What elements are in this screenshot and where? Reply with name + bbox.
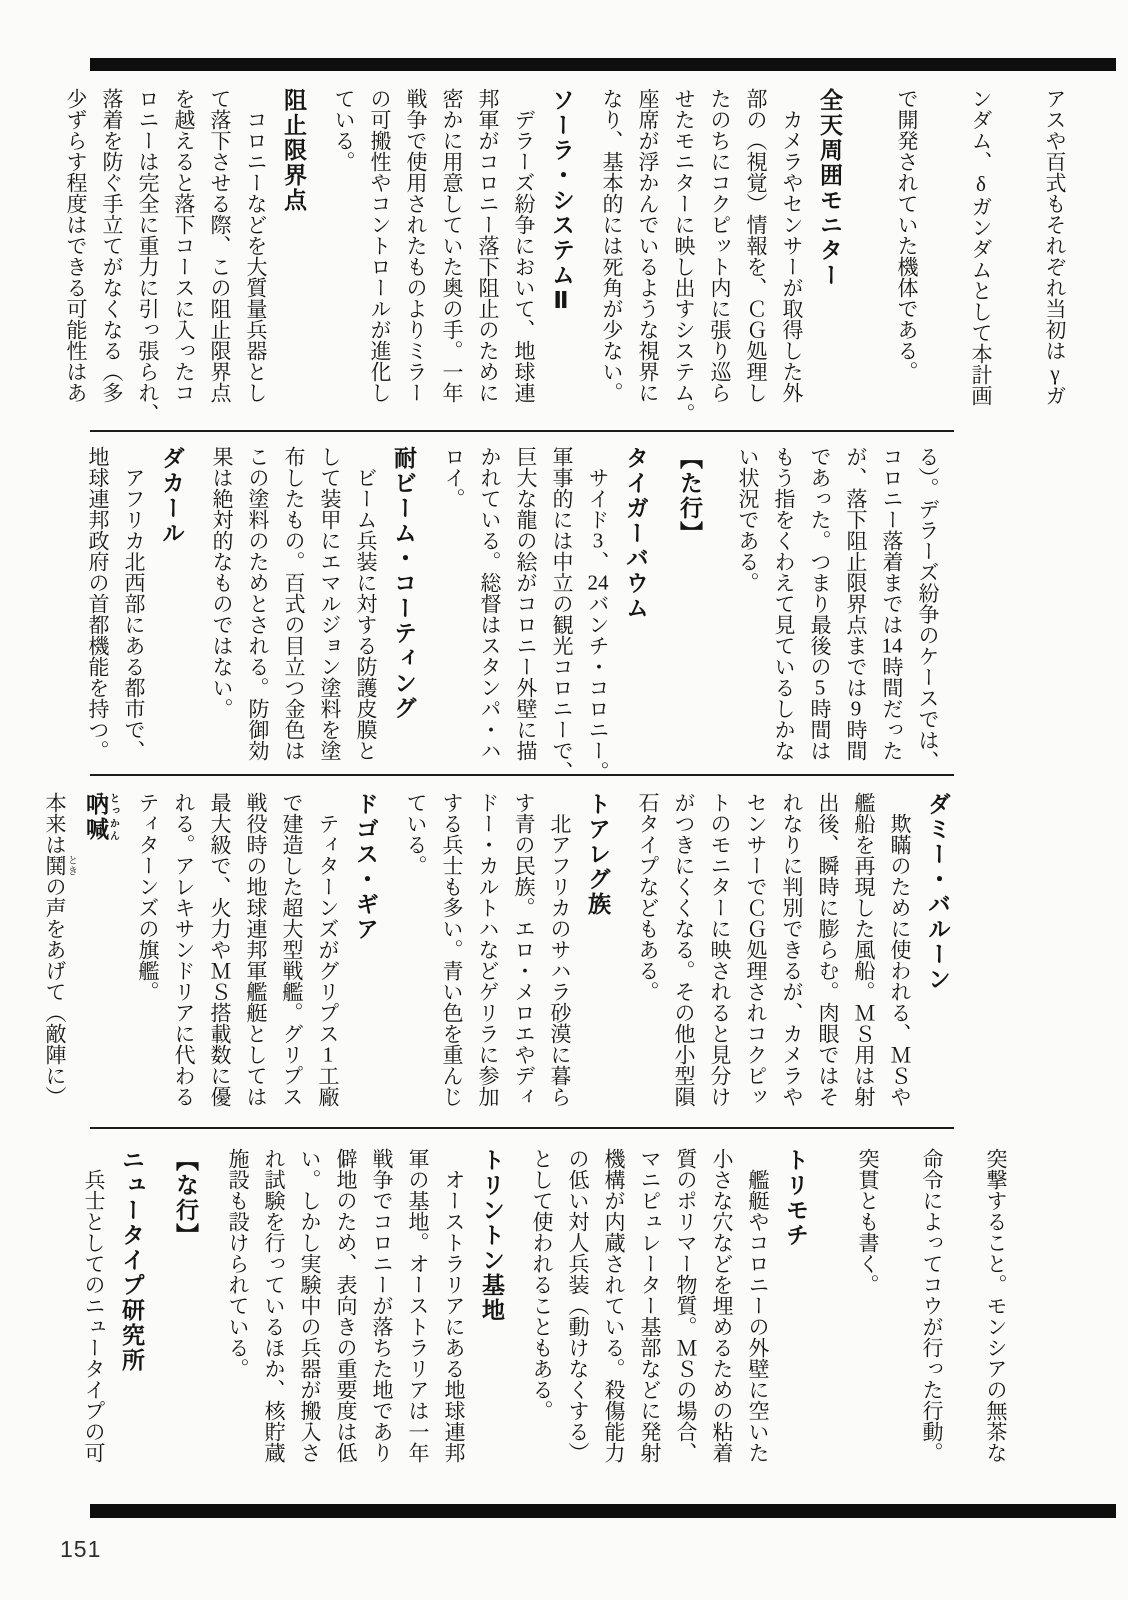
- glossary-entry: [630, 792, 958, 1126]
- text-column: 欺瞞のために使われる、ＭＳや: [888, 792, 912, 1107]
- section-header: 【な行】: [173, 1148, 199, 1248]
- text-column: 最大級で、火力やＭＳ搭載数に優: [208, 792, 232, 1107]
- text-column: がつきにくくなる。その他小型隕: [672, 792, 696, 1107]
- glossary-entry: [524, 1148, 816, 1500]
- glossary-entry: [220, 1148, 512, 1500]
- text-column: 小さな穴などを埋めるための粘着: [710, 1148, 734, 1463]
- glossary-entry: [130, 792, 386, 1126]
- text-column: 部の（視覚）情報を、ＣＧ処理し: [744, 88, 768, 403]
- text-column: たのちにコクピット内に張り巡ら: [708, 88, 732, 403]
- text-column: デラーズ紛争において、地球連: [512, 88, 536, 403]
- glossary-entry: [398, 792, 618, 1126]
- text-column: ている。: [404, 792, 428, 876]
- entry-heading: ダミー・バルーン: [925, 792, 951, 992]
- text-column: ロイ。: [442, 446, 466, 509]
- glossary-entry: [594, 88, 850, 432]
- text-column: れる。アレキサンドリアに代わる: [172, 792, 196, 1107]
- text-column: ドー・カルトハなどゲリラに参加: [476, 792, 500, 1107]
- entry-heading: ソーラ・システムⅡ: [549, 88, 575, 316]
- entry-heading: トリントン基地: [479, 1148, 505, 1323]
- text-column: せたモニターに映し出すシステム。: [672, 88, 696, 424]
- continuation-text: [870, 88, 1092, 432]
- text-column: であった。つまり最後の5時間は: [808, 446, 832, 761]
- glossary-band-2: [68, 446, 948, 782]
- text-column: ティターンズの旗艦。: [136, 792, 160, 1002]
- text-column: の可搬性やコントロールが進化し: [368, 88, 392, 403]
- text-column: なり、基本的には死角が少ない。: [600, 88, 624, 403]
- text-column: で建造した超大型戦艦。グリプス: [280, 792, 304, 1107]
- text-column: の低い対人兵装（動けなくする）: [566, 1148, 590, 1463]
- text-column: て落下させる際、この阻止限界点: [208, 88, 232, 403]
- text-column: れなりに判別できるが、カメラや: [780, 792, 804, 1107]
- text-column: 邦軍がコロニー落下阻止のために: [476, 88, 500, 403]
- text-column: 出後、瞬時に膨らむ。肉眼ではそ: [816, 792, 840, 1107]
- glossary-entry: [436, 446, 656, 782]
- text-column: 質のポリマー物質。ＭＳの場合、: [674, 1148, 698, 1463]
- glossary-band-3: [25, 792, 958, 1126]
- text-column: コロニーなどを大質量兵器とし: [244, 88, 268, 403]
- text-column: 施設も設けられている。: [226, 1148, 250, 1379]
- text-column: して装甲にエマルジョン塗料を塗: [318, 446, 342, 761]
- entry-heading: トアレグ族: [585, 792, 611, 917]
- text-column: 軍事的には中立の観光コロニーで、: [550, 446, 574, 782]
- text-column: する兵士も多い。青い色を重んじ: [440, 792, 464, 1107]
- glossary-entry: [58, 88, 314, 432]
- entry-heading: 阻止限界点: [281, 88, 307, 213]
- top-rule: [90, 58, 1116, 71]
- text-column: かれている。総督はスタンパ・ハ: [478, 446, 502, 761]
- text-column: い状況である。: [736, 446, 760, 593]
- glossary-band-1: [46, 88, 1094, 432]
- entry-heading: ニュータイプ研究所: [119, 1148, 145, 1373]
- continuation-text: [836, 1148, 1028, 1500]
- text-column: 機構が内蔵されている。殺傷能力: [602, 1148, 626, 1463]
- text-column: が、落下阻止限界点までは9時間: [844, 446, 868, 761]
- glossary-entry: [80, 446, 192, 776]
- entry-heading: トリモチ: [783, 1148, 809, 1248]
- glossary-band-4: [64, 1148, 1030, 1500]
- text-column: る）。デラーズ紛争のケースでは、: [916, 446, 940, 772]
- text-column: 命令によってコウが行った行動。: [920, 1148, 944, 1463]
- page-number: 151: [60, 1536, 102, 1562]
- glossary-entry: [326, 88, 582, 432]
- bottom-rule: [90, 1504, 1116, 1518]
- text-column: 密かに用意していた奥の手。一年: [440, 88, 464, 403]
- text-column: 突貫とも書く。: [856, 1148, 880, 1295]
- text-column: 艦船を再現した風船。ＭＳ用は射: [852, 792, 876, 1107]
- text-column: センサーでＣＧ処理されコクピッ: [744, 792, 768, 1107]
- text-column: トのモニターに映されると見分け: [708, 792, 732, 1107]
- text-column: 北アフリカのサハラ砂漠に暮ら: [548, 792, 572, 1107]
- text-column: この塗料のためとされる。防御効: [246, 446, 270, 761]
- entry-heading: ダカール: [159, 446, 185, 546]
- text-column: 戦役時の地球連邦軍艦艇としては: [244, 792, 268, 1107]
- entry-heading: 耐ビーム・コーティング: [391, 446, 417, 721]
- text-column: 軍の基地。オーストラリアは一年: [406, 1148, 430, 1463]
- text-column: 突撃すること。モンシアの無茶な: [984, 1148, 1008, 1463]
- section-header: 【た行】: [677, 446, 703, 546]
- text-column: ロニーは完全に重力に引っ張られ、: [136, 88, 160, 424]
- text-column: ている。: [332, 88, 356, 172]
- text-column: 少ずらす程度はできる可能性はあ: [64, 88, 88, 403]
- text-column: 戦争で使用されたものよりミラー: [404, 88, 428, 403]
- text-column: アフリカ北西部にある都市で、: [122, 446, 146, 761]
- entry-heading: タイガーバウム: [623, 446, 649, 621]
- text-column: 座席が浮かんでいるような視界に: [636, 88, 660, 403]
- text-column: を越えると落下コースに入ったコ: [172, 88, 196, 403]
- text-column: 兵士としてのニュータイプの可: [82, 1148, 106, 1463]
- text-column: 果は絶対的なものではない。: [210, 446, 234, 719]
- text-column: ンダム、δガンダムとして本計画: [969, 88, 993, 406]
- text-column: 本来は鬨ときの声をあげて（敵陣に）: [43, 792, 77, 1107]
- text-column: 布したもの。百式の目立つ金色は: [282, 446, 306, 761]
- text-column: もう指をくわえて見ているしかな: [772, 446, 796, 761]
- text-column: カメラやセンサーが取得した外: [780, 88, 804, 403]
- text-column: い。しかし実験中の兵器が搬入さ: [298, 1148, 322, 1463]
- entry-heading: 全天周囲モニター: [817, 88, 843, 288]
- text-column: れ試験を行っているほか、核貯蔵: [262, 1148, 286, 1463]
- text-column: で開発されていた機体である。: [895, 88, 919, 382]
- text-column: 戦争でコロニーが落ちた地であり: [370, 1148, 394, 1463]
- text-column: 巨大な龍の絵がコロニー外壁に描: [514, 446, 538, 761]
- band-divider: [90, 1127, 954, 1129]
- entry-heading: ドゴス・ギア: [353, 792, 379, 942]
- text-column: サイド3、24バンチ・コロニー。: [586, 446, 610, 782]
- text-column: 僻地のため、表向きの重要度は低: [334, 1148, 358, 1463]
- text-column: ビーム兵装に対する防護皮膜と: [354, 446, 378, 761]
- text-column: す青の民族。エロ・メロエやディ: [512, 792, 536, 1107]
- glossary-entry: [204, 446, 424, 776]
- glossary-entry: [76, 1148, 152, 1500]
- text-column: コロニー落着までは14時間だった: [880, 446, 904, 761]
- text-column: アスや百式もそれぞれ当初はγガ: [1043, 88, 1067, 406]
- text-column: 地球連邦政府の首都機能を持つ。: [86, 446, 110, 761]
- text-column: オーストラリアにある地球連邦: [442, 1148, 466, 1463]
- text-column: 落着を防ぐ手立てがなくなる（多: [100, 88, 124, 403]
- glossary-entry: [37, 792, 118, 1126]
- text-column: マニピュレーター基部などに発射: [638, 1148, 662, 1463]
- text-column: 艦艇やコロニーの外壁に空いた: [746, 1148, 770, 1463]
- text-column: として使われることもある。: [530, 1148, 554, 1421]
- text-column: ティターンズがグリプス1工廠: [316, 792, 340, 1107]
- entry-heading: 吶喊とっかん: [83, 792, 119, 842]
- text-column: 石タイプなどもある。: [636, 792, 660, 1002]
- continuation-text: [730, 446, 946, 776]
